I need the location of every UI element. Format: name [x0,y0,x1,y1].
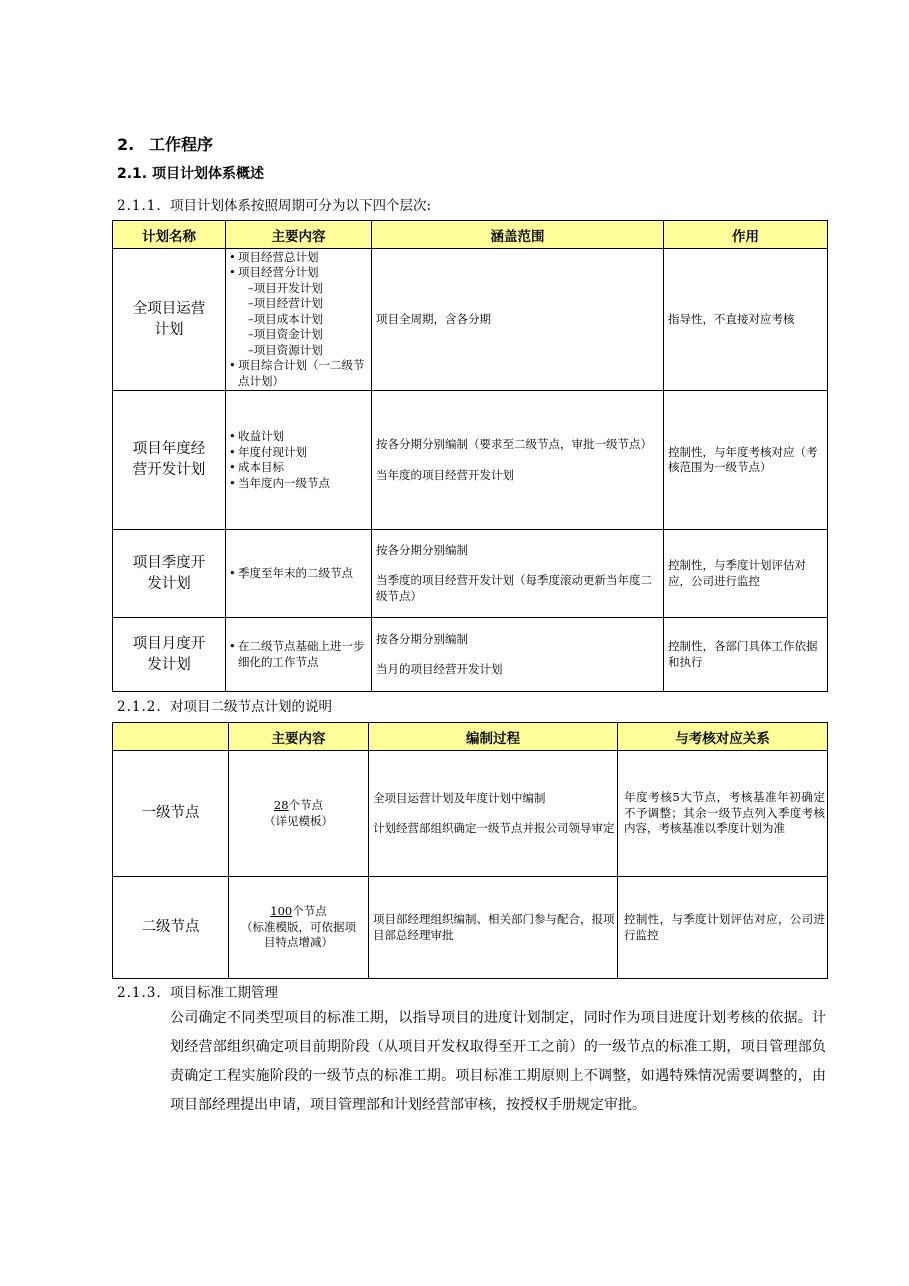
item2-heading [117,695,332,715]
table-row [113,530,828,618]
plan-scope: 项目全周期，含各分期 [372,249,664,391]
table-row [113,618,828,692]
node-relation: 控制性，与季度计划评估对应，公司进行监控 [618,877,828,979]
plan-content: • 在二级节点基础上进一步细化的工作节点 [226,618,372,692]
item2-title: 对项目二级节点计划的说明 [170,699,332,715]
node-level: 二级节点 [113,877,229,979]
table1-header-content: 主要内容 [226,221,372,249]
table2-header-process: 编制过程 [369,723,618,751]
plan-name: 项目季度开发计划 [113,530,226,618]
section-heading [117,132,213,155]
section-title: 工作程序 [149,135,214,154]
item3-title: 项目标准工期管理 [170,985,278,1001]
node-process: 全项目运营计划及年度计划中编制 计划经营部组织确定一级节点并报公司领导审定 [369,751,618,877]
table2-header-content: 主要内容 [229,723,369,751]
item3-number: 2.1.3. [117,985,162,1001]
item1-number: 2.1.1. [117,198,162,214]
item2-number: 2.1.2. [117,699,162,715]
plan-content: • 季度至年末的二级节点 [226,530,372,618]
table-row [113,877,828,979]
section-number: 2. [117,135,135,154]
plan-role: 控制性，与年度考核对应（考核范围为一级节点） [664,391,828,530]
plan-name: 项目月度开发计划 [113,618,226,692]
table2-header-empty [113,723,229,751]
subsection-number: 2.1. [117,166,148,182]
node-content: 28个节点 （详见模板） [229,751,369,877]
node-content: 100个节点 （标准模版，可依据项目特点增减） [229,877,369,979]
table1-header-name: 计划名称 [113,221,226,249]
subsection-heading [117,163,264,183]
plan-content: • 项目经营总计划 • 项目经营分计划 –项目开发计划 –项目经营计划 –项目成本计划 –项目资金计划 –项目资源计划 • 项目综合计划（一二级节点计划） [226,249,372,391]
item3-heading [117,981,278,1001]
node-count: 100 [270,904,293,919]
plan-role: 控制性，与季度计划评估对应，公司进行监控 [664,530,828,618]
plan-content: • 收益计划 • 年度付现计划 • 成本目标 • 当年度内一级节点 [226,391,372,530]
table1-header-scope: 涵盖范围 [372,221,664,249]
plan-name: 项目年度经营开发计划 [113,391,226,530]
plan-scope: 按各分期分别编制（要求至二级节点，审批一级节点） 当年度的项目经营开发计划 [372,391,664,530]
standard-duration-paragraph: 公司确定不同类型项目的标准工期，以指导项目的进度计划制定，同时作为项目进度计划考核的依据。计划经营部组织确定项目前期阶段（从项目开发权取得至开工之前）的一级节点的标准工期，项目管理部负责确定工程实施阶段的一级节点的标准工期。项目标准工期原则上不调整，如遇特殊情况需要调整的，由项目部经理提出申请，项目管理部和计划经营部审核，按授权手册规定审批。 [170,1010,826,1113]
plan-role: 指导性，不直接对应考核 [664,249,828,391]
item1-title: 项目计划体系按照周期可分为以下四个层次: [170,198,432,214]
node-level: 一级节点 [113,751,229,877]
table-row [113,249,828,391]
node-plan-table [112,722,828,979]
table2-header-relation: 与考核对应关系 [618,723,828,751]
node-process: 项目部经理组织编制、相关部门参与配合，报项目部总经理审批 [369,877,618,979]
table-row [113,391,828,530]
subsection-title: 项目计划体系概述 [152,166,264,182]
item1-heading [117,194,431,214]
plan-hierarchy-table [112,220,828,692]
plan-role: 控制性，各部门具体工作依据和执行 [664,618,828,692]
table1-header-role: 作用 [664,221,828,249]
plan-scope: 按各分期分别编制 当季度的项目经营开发计划（每季度滚动更新当年度二级节点） [372,530,664,618]
node-relation: 年度考核5大节点，考核基准年初确定不予调整；其余一级节点列入季度考核内容，考核基准以季度计划为准 [618,751,828,877]
table-row [113,751,828,877]
plan-scope: 按各分期分别编制 当月的项目经营开发计划 [372,618,664,692]
plan-name: 全项目运营计划 [113,249,226,391]
node-count: 28 [273,798,289,812]
